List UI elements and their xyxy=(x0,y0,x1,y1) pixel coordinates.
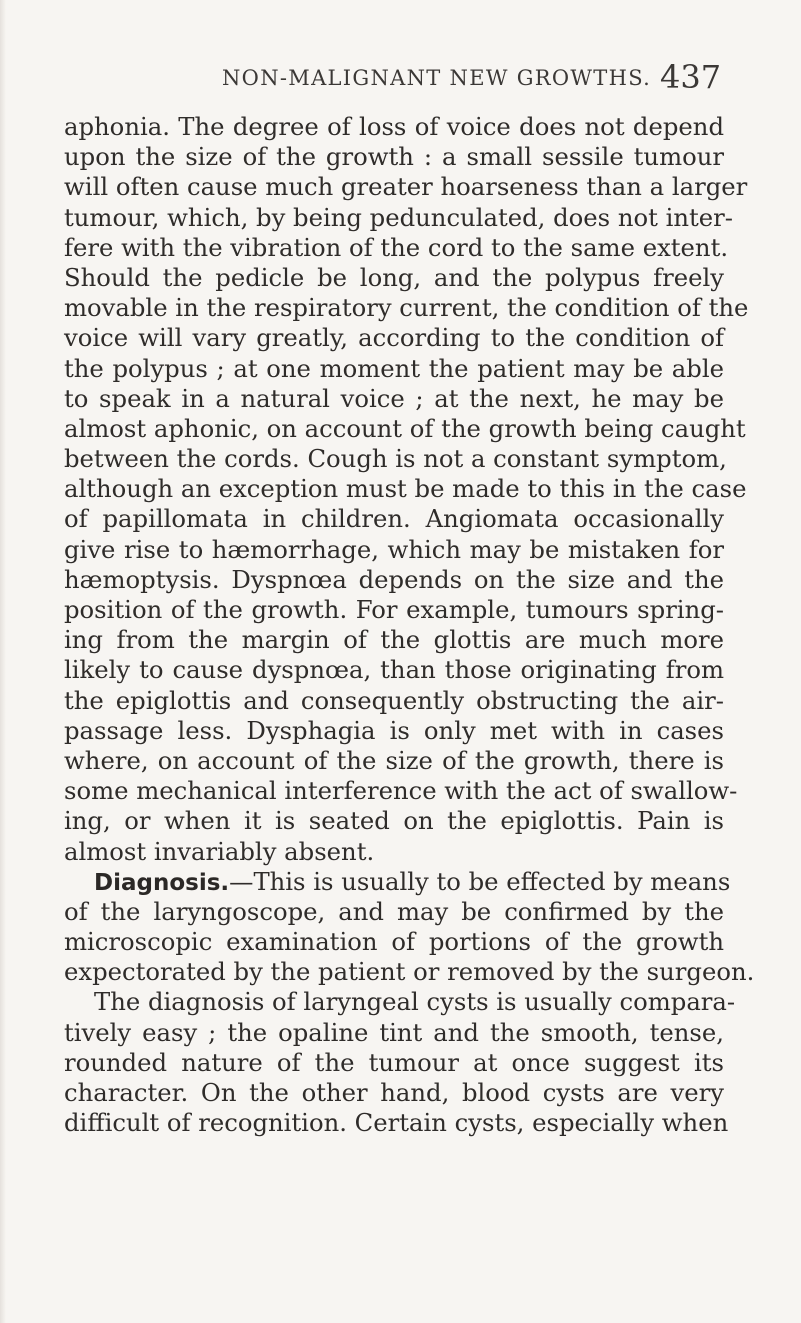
page-binding-shadow xyxy=(0,0,6,1323)
text-line: ing, or when it is seated on the epiglottis. Pain is xyxy=(64,806,724,836)
text-line: microscopic examination of portions of the growth xyxy=(64,927,724,957)
text-line: rounded nature of the tumour at once suggest its xyxy=(64,1047,724,1077)
text-line: upon the size of the growth : a small sessile tumour xyxy=(64,142,724,172)
cysts-paragraph-start: The diagnosis of laryngeal cysts is usually compara- xyxy=(94,987,736,1017)
text-line: ing from the margin of the glottis are much more xyxy=(64,625,724,655)
text-line: tumour, which, by being pedunculated, does not inter- xyxy=(64,202,734,232)
text-line: between the cords. Cough is not a constant symptom, xyxy=(64,444,727,474)
diagnosis-heading: Diagnosis. xyxy=(94,869,230,896)
text-line: will often cause much greater hoarseness than a larger xyxy=(64,172,748,202)
diagnosis-paragraph-start xyxy=(64,866,731,897)
text-line: difficult of recognition. Certain cysts, especially when xyxy=(64,1108,729,1138)
text-line: although an exception must be made to this in the case xyxy=(64,474,747,504)
text-line: of papillomata in children. Angiomata occasionally xyxy=(64,504,724,534)
text-line: likely to cause dyspnœa, than those originating from xyxy=(64,655,724,685)
text-line: of the laryngoscope, and may be confirmed by the xyxy=(64,896,724,926)
text-line: some mechanical interference with the act of swallow- xyxy=(64,776,738,806)
text-line: passage less. Dysphagia is only met with in cases xyxy=(64,715,724,745)
text-line: fere with the vibration of the cord to the same extent. xyxy=(64,232,729,262)
text-line: voice will vary greatly, according to the condition of xyxy=(64,323,724,353)
body-text xyxy=(64,112,755,1138)
text-line: hæmoptysis. Dyspnœa depends on the size and the xyxy=(64,564,724,594)
text-line: movable in the respiratory current, the condition of the xyxy=(64,293,749,323)
text-line: expectorated by the patient or removed by the surgeon. xyxy=(64,957,755,987)
text-line: give rise to hæmorrhage, which may be mistaken for xyxy=(64,534,724,564)
text-line: almost invariably absent. xyxy=(64,836,375,866)
running-head xyxy=(0,58,801,98)
text-line: aphonia. The degree of loss of voice does not depend xyxy=(64,112,724,141)
text-line: character. On the other hand, blood cysts are very xyxy=(64,1078,724,1107)
page-number: 437 xyxy=(660,58,722,96)
text-line: almost aphonic, on account of the growth being caught xyxy=(64,413,746,443)
text-line: to speak in a natural voice ; at the next, he may be xyxy=(64,383,724,413)
text-line: where, on account of the size of the growth, there is xyxy=(64,745,724,775)
text-line: Should the pedicle be long, and the polypus freely xyxy=(64,262,724,292)
text-line: tively easy ; the opaline tint and the smooth, tense, xyxy=(64,1017,724,1047)
running-title: NON-MALIGNANT NEW GROWTHS. xyxy=(222,66,652,90)
text-line: the polypus ; at one moment the patient may be able xyxy=(64,353,724,383)
text-line: position of the growth. For example, tumours spring- xyxy=(64,595,724,624)
diagnosis-first-line-text: —This is usually to be effected by means xyxy=(229,866,731,896)
text-line: the epiglottis and consequently obstructing the air- xyxy=(64,685,724,715)
